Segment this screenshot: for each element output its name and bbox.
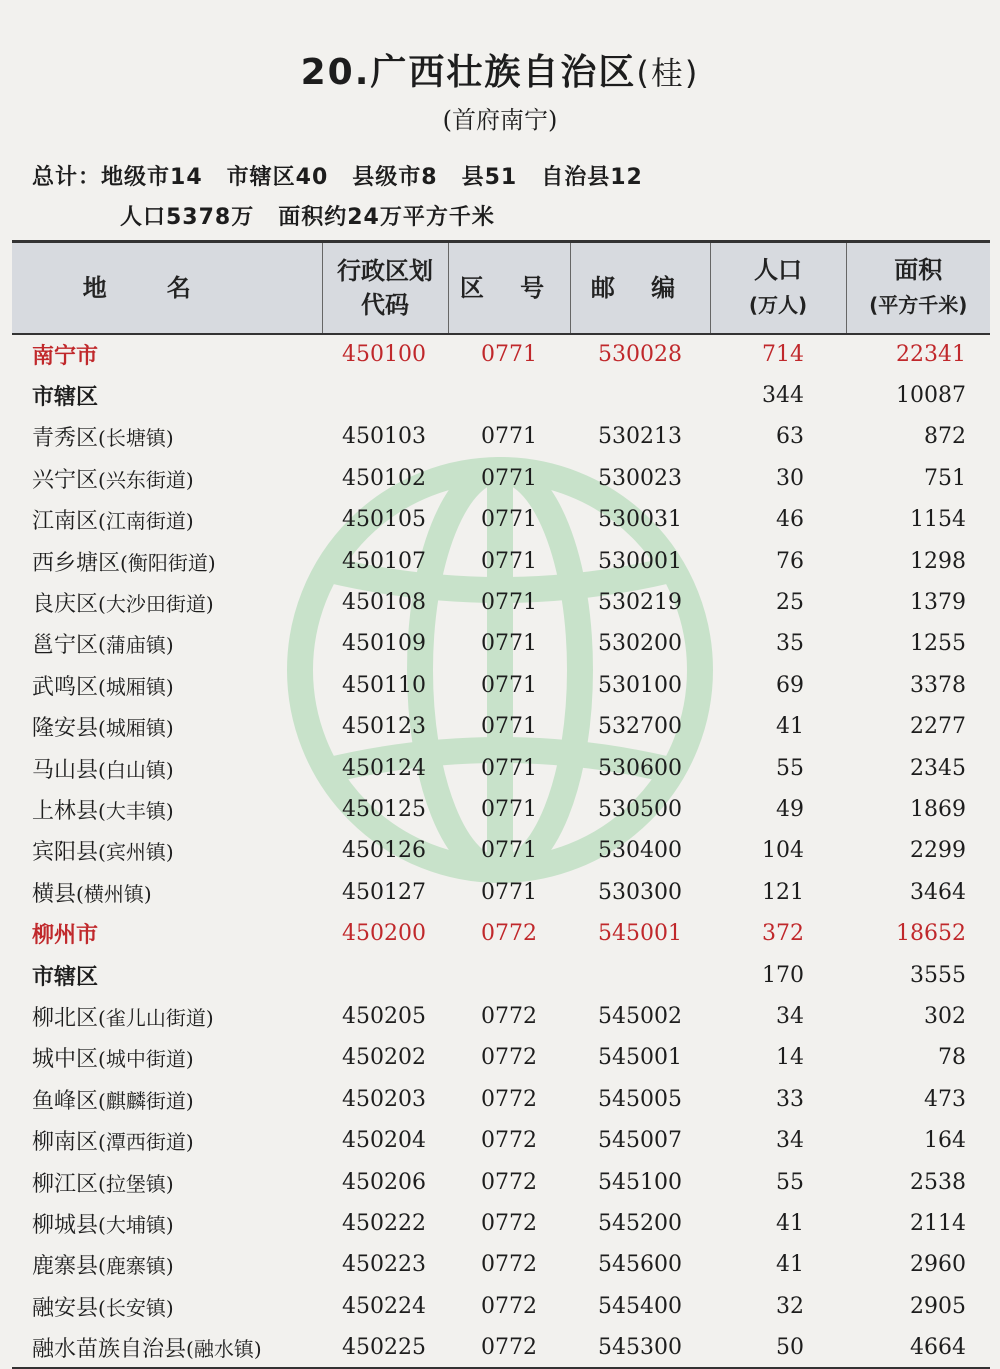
cell-postcode: 530600 <box>598 755 682 781</box>
cell-name <box>12 1327 322 1368</box>
table-row <box>12 665 990 706</box>
cell-area-code: 0771 <box>481 672 537 698</box>
cell-population: 344 <box>762 383 804 409</box>
table-row <box>12 1327 990 1368</box>
division-seat: (鹿寨镇) <box>98 1254 174 1279</box>
cell-name <box>12 913 322 954</box>
division-seat: (宾州镇) <box>98 840 174 865</box>
division-seat: (城中街道) <box>98 1047 194 1072</box>
cell-code: 450225 <box>322 1327 448 1368</box>
table-row <box>12 1079 990 1120</box>
cell-area-code: 0771 <box>481 714 537 740</box>
cell-population: 714 <box>762 342 804 368</box>
cell-area-code: 0771 <box>481 424 537 450</box>
cell-name <box>12 582 322 623</box>
cell-area-code: 0771 <box>481 755 537 781</box>
division-name: 柳城县 <box>32 1212 99 1238</box>
cell-postcode: 530300 <box>598 879 682 905</box>
cell-name <box>12 1120 322 1161</box>
cell-postcode <box>570 375 710 416</box>
summary-item: 面积约24万平方千米 <box>278 205 495 230</box>
cell-code: 450203 <box>342 1086 426 1112</box>
division-name: 柳南区 <box>32 1130 99 1156</box>
cell-area-code: 0771 <box>481 796 537 822</box>
cell-size: 3378 <box>910 672 966 698</box>
cell-postcode <box>570 954 710 995</box>
division-name: 青秀区 <box>32 426 99 452</box>
cell-name <box>12 1037 322 1078</box>
cell-postcode: 545600 <box>598 1252 682 1278</box>
cell-size: 302 <box>924 1003 966 1029</box>
cell-code <box>322 375 448 416</box>
division-name: 横县 <box>32 881 77 907</box>
cell-size: 1298 <box>910 548 966 574</box>
cell-name <box>12 334 322 375</box>
division-table <box>12 240 990 1369</box>
division-name: 市辖区 <box>32 385 99 411</box>
division-seat: (潭西街道) <box>98 1130 194 1155</box>
cell-size: 2114 <box>910 1210 966 1236</box>
cell-population: 25 <box>776 590 804 616</box>
cell-size: 1379 <box>910 590 966 616</box>
cell-size: 751 <box>924 465 966 491</box>
cell-size: 1869 <box>910 796 966 822</box>
summary-item: 自治县12 <box>541 165 643 190</box>
table-row <box>12 416 990 457</box>
cell-size: 4664 <box>846 1327 990 1368</box>
cell-population: 41 <box>776 714 804 740</box>
cell-area-code: 0772 <box>481 1003 537 1029</box>
cell-size: 2960 <box>910 1252 966 1278</box>
division-name: 柳州市 <box>32 923 99 949</box>
cell-name <box>12 416 322 457</box>
cell-name <box>12 458 322 499</box>
cell-population: 34 <box>776 1128 804 1154</box>
cell-size: 164 <box>924 1128 966 1154</box>
cell-population: 41 <box>776 1252 804 1278</box>
cell-name <box>12 789 322 830</box>
cell-size: 872 <box>924 424 966 450</box>
cell-code: 450223 <box>342 1252 426 1278</box>
cell-area-code <box>448 954 570 995</box>
summary-item: 地级市14 <box>101 165 203 190</box>
cell-size: 3464 <box>910 879 966 905</box>
cell-size: 2277 <box>910 714 966 740</box>
cell-postcode: 530001 <box>598 548 682 574</box>
cell-area-code: 0771 <box>481 465 537 491</box>
cell-population: 14 <box>776 1045 804 1071</box>
page-subtitle: (首府南宁) <box>442 106 558 134</box>
division-seat: (横州镇) <box>76 881 152 906</box>
cell-postcode: 530500 <box>598 796 682 822</box>
table-row <box>12 996 990 1037</box>
cell-postcode: 545001 <box>598 1045 682 1071</box>
cell-name <box>12 747 322 788</box>
cell-population: 69 <box>776 672 804 698</box>
cell-code: 450202 <box>342 1045 426 1071</box>
summary-item: 人口5378万 <box>120 205 255 230</box>
cell-postcode: 530031 <box>598 507 682 533</box>
cell-population: 41 <box>776 1210 804 1236</box>
cell-postcode: 530100 <box>598 672 682 698</box>
cell-size: 22341 <box>896 342 966 368</box>
table-row <box>12 1203 990 1244</box>
cell-postcode: 545005 <box>598 1086 682 1112</box>
cell-population: 35 <box>776 631 804 657</box>
division-name: 邕宁区 <box>32 633 99 659</box>
cell-size: 2538 <box>910 1169 966 1195</box>
table-row <box>12 954 990 995</box>
table-row <box>12 540 990 581</box>
division-seat: (融水镇) <box>186 1336 262 1361</box>
page-title <box>0 44 1000 95</box>
cell-postcode: 530200 <box>598 631 682 657</box>
cell-postcode: 545002 <box>598 1003 682 1029</box>
cell-code: 450123 <box>342 714 426 740</box>
division-name: 宾阳县 <box>32 840 99 866</box>
table-row <box>12 913 990 954</box>
table-row <box>12 830 990 871</box>
cell-area-code: 0772 <box>481 1252 537 1278</box>
cell-code: 450107 <box>342 548 426 574</box>
cell-code: 450125 <box>342 796 426 822</box>
header-size: 面积 (平方千米) <box>846 242 990 334</box>
summary-line-2 <box>120 200 519 231</box>
header-code: 行政区划 代码 <box>322 242 448 334</box>
cell-population: 49 <box>776 796 804 822</box>
table-row <box>12 499 990 540</box>
division-seat: (长塘镇) <box>98 426 174 451</box>
division-name: 柳北区 <box>32 1005 99 1031</box>
cell-area-code: 0772 <box>481 1045 537 1071</box>
cell-population: 55 <box>776 755 804 781</box>
division-seat: (长安镇) <box>98 1295 174 1320</box>
cell-area-code: 0771 <box>481 342 537 368</box>
cell-area-code: 0772 <box>481 1169 537 1195</box>
table-row <box>12 1244 990 1285</box>
cell-population: 50 <box>710 1327 846 1368</box>
cell-name <box>12 499 322 540</box>
cell-name <box>12 706 322 747</box>
cell-area-code: 0772 <box>481 1293 537 1319</box>
header-population: 人口 (万人) <box>710 242 846 334</box>
division-seat: (城厢镇) <box>98 716 174 741</box>
cell-code: 450103 <box>342 424 426 450</box>
division-name: 武鸣区 <box>32 674 99 700</box>
cell-postcode: 545200 <box>598 1210 682 1236</box>
division-name: 隆安县 <box>32 716 99 742</box>
cell-code: 450105 <box>342 507 426 533</box>
cell-population: 372 <box>762 921 804 947</box>
division-seat: (衡阳街道) <box>120 550 216 575</box>
cell-code: 450204 <box>342 1128 426 1154</box>
cell-name <box>12 1244 322 1285</box>
cell-area-code: 0772 <box>481 1210 537 1236</box>
cell-size: 1255 <box>910 631 966 657</box>
division-name: 马山县 <box>32 757 99 783</box>
header-postcode: 邮 编 <box>570 242 710 334</box>
table-row <box>12 334 990 375</box>
cell-code: 450222 <box>342 1210 426 1236</box>
cell-area-code: 0772 <box>448 1327 570 1368</box>
cell-name <box>12 665 322 706</box>
cell-area-code: 0771 <box>481 631 537 657</box>
division-name: 上林县 <box>32 798 99 824</box>
cell-postcode: 545100 <box>598 1169 682 1195</box>
cell-size: 1154 <box>910 507 966 533</box>
division-name: 江南区 <box>32 509 99 535</box>
cell-size: 473 <box>924 1086 966 1112</box>
cell-code: 450100 <box>342 342 426 368</box>
cell-area-code: 0772 <box>481 1086 537 1112</box>
summary-item: 市辖区40 <box>226 165 329 190</box>
title-abbr: (桂) <box>636 54 700 92</box>
cell-name <box>12 830 322 871</box>
cell-area-code: 0772 <box>481 1128 537 1154</box>
cell-size: 2299 <box>910 838 966 864</box>
division-seat: (兴东街道) <box>98 467 194 492</box>
cell-population: 63 <box>776 424 804 450</box>
cell-code: 450110 <box>342 672 426 698</box>
cell-code: 450205 <box>342 1003 426 1029</box>
cell-code: 450109 <box>342 631 426 657</box>
cell-postcode: 545300 <box>570 1327 710 1368</box>
division-seat: (江南街道) <box>98 509 194 534</box>
cell-population: 30 <box>776 465 804 491</box>
cell-name <box>12 623 322 664</box>
division-name: 鹿寨县 <box>32 1254 99 1280</box>
table-row <box>12 375 990 416</box>
division-seat: (蒲庙镇) <box>98 633 174 658</box>
cell-population: 55 <box>776 1169 804 1195</box>
cell-area-code: 0771 <box>481 879 537 905</box>
table-header-row <box>12 242 990 334</box>
cell-area-code: 0771 <box>481 548 537 574</box>
cell-name <box>12 872 322 913</box>
table-row <box>12 582 990 623</box>
cell-code <box>322 954 448 995</box>
cell-population: 170 <box>762 962 804 988</box>
title-main: 20.广西壮族自治区 <box>300 52 637 93</box>
table-row <box>12 1037 990 1078</box>
cell-postcode: 532700 <box>598 714 682 740</box>
cell-area-code: 0771 <box>481 590 537 616</box>
division-seat: (雀儿山街道) <box>98 1005 214 1030</box>
cell-code: 450108 <box>342 590 426 616</box>
cell-postcode: 545400 <box>598 1293 682 1319</box>
cell-size: 2905 <box>910 1293 966 1319</box>
table-row <box>12 1161 990 1202</box>
cell-population: 46 <box>776 507 804 533</box>
cell-population: 33 <box>776 1086 804 1112</box>
cell-name <box>12 540 322 581</box>
summary-item: 县51 <box>461 165 518 190</box>
cell-code: 450126 <box>342 838 426 864</box>
cell-area-code: 0771 <box>481 838 537 864</box>
cell-area-code: 0772 <box>481 921 537 947</box>
cell-name <box>12 996 322 1037</box>
division-seat: (麒麟街道) <box>98 1088 194 1113</box>
cell-size: 10087 <box>896 383 966 409</box>
division-seat: (拉堡镇) <box>98 1171 174 1196</box>
table-row <box>12 706 990 747</box>
table-row <box>12 623 990 664</box>
division-name: 西乡塘区 <box>32 550 121 576</box>
summary-label: 总计： <box>32 165 102 190</box>
division-name: 柳江区 <box>32 1171 99 1197</box>
table-row <box>12 1285 990 1326</box>
cell-size: 2345 <box>910 755 966 781</box>
table-row <box>12 872 990 913</box>
cell-size: 3555 <box>910 962 966 988</box>
cell-code: 450124 <box>342 755 426 781</box>
table-row <box>12 747 990 788</box>
cell-area-code: 0771 <box>481 507 537 533</box>
table-row <box>12 1120 990 1161</box>
cell-population: 34 <box>776 1003 804 1029</box>
division-name: 良庆区 <box>32 592 99 618</box>
cell-name <box>12 1161 322 1202</box>
division-seat: (大沙田街道) <box>98 592 214 617</box>
cell-postcode: 530028 <box>598 342 682 368</box>
division-seat: (白山镇) <box>98 757 174 782</box>
division-seat: (大丰镇) <box>98 798 174 823</box>
division-seat: (大埔镇) <box>98 1212 174 1237</box>
cell-postcode: 545001 <box>598 921 682 947</box>
cell-population: 32 <box>776 1293 804 1319</box>
cell-name <box>12 1285 322 1326</box>
division-name: 兴宁区 <box>32 467 99 493</box>
cell-name <box>12 954 322 995</box>
division-name: 鱼峰区 <box>32 1088 99 1114</box>
cell-code: 450200 <box>342 921 426 947</box>
cell-postcode: 530023 <box>598 465 682 491</box>
division-name: 市辖区 <box>32 964 99 990</box>
cell-size: 18652 <box>896 921 966 947</box>
division-name: 南宁市 <box>32 344 99 370</box>
table-row <box>12 458 990 499</box>
table-row <box>12 789 990 830</box>
cell-population: 121 <box>762 879 804 905</box>
cell-population: 76 <box>776 548 804 574</box>
cell-postcode: 530213 <box>598 424 682 450</box>
cell-size: 78 <box>938 1045 966 1071</box>
cell-population: 104 <box>762 838 804 864</box>
cell-area-code <box>448 375 570 416</box>
cell-name <box>12 1203 322 1244</box>
summary-item: 县级市8 <box>352 165 438 190</box>
cell-name <box>12 375 322 416</box>
cell-postcode: 545007 <box>598 1128 682 1154</box>
cell-code: 450127 <box>342 879 426 905</box>
division-name: 城中区 <box>32 1047 99 1073</box>
cell-name <box>12 1079 322 1120</box>
cell-code: 450224 <box>342 1293 426 1319</box>
cell-postcode: 530219 <box>598 590 682 616</box>
header-area-code: 区 号 <box>448 242 570 334</box>
header-name: 地名 <box>12 242 322 334</box>
cell-code: 450102 <box>342 465 426 491</box>
cell-postcode: 530400 <box>598 838 682 864</box>
cell-code: 450206 <box>342 1169 426 1195</box>
summary-line-1 <box>32 160 667 191</box>
division-name: 融安县 <box>32 1295 99 1321</box>
division-seat: (城厢镇) <box>98 674 174 699</box>
division-name: 融水苗族自治县 <box>32 1336 187 1362</box>
